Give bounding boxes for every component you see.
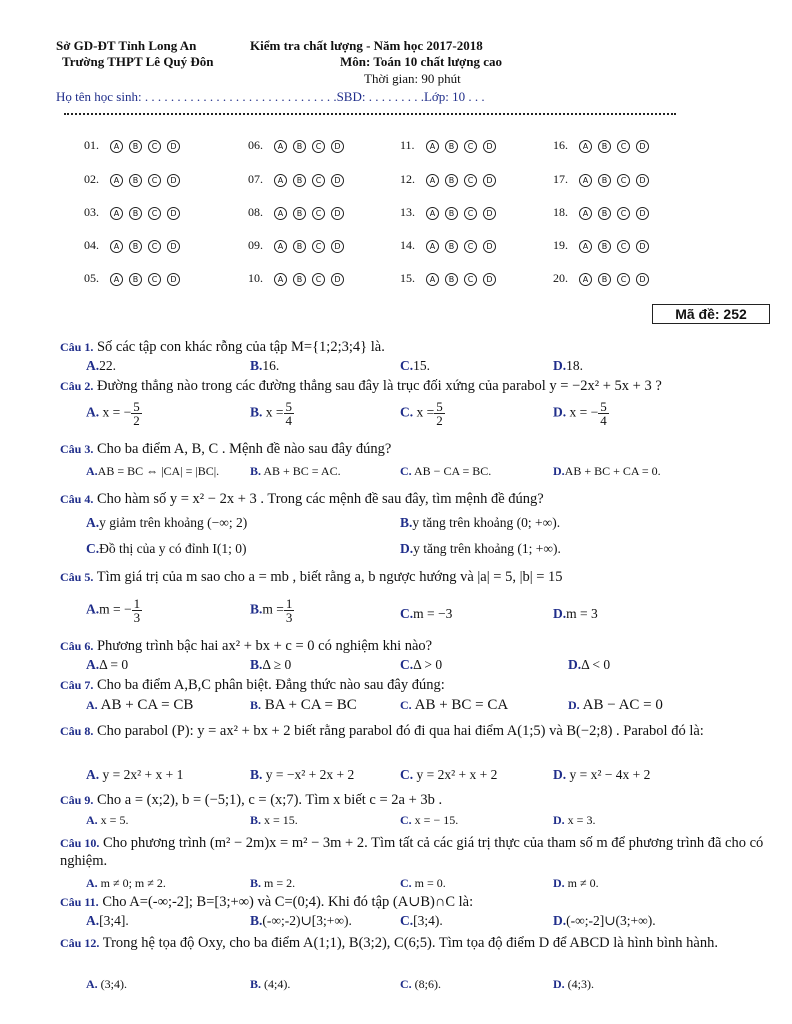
q3-option-a[interactable]: A.AB = BC ⇔ |CA| = |BC|. xyxy=(86,464,220,478)
header-divider xyxy=(64,113,676,115)
answer-bubble-d[interactable]: D xyxy=(636,240,649,253)
answer-bubble-a[interactable]: A xyxy=(426,240,439,253)
q10-option-b[interactable]: B. m = 2. xyxy=(250,876,296,890)
answer-bubble-a[interactable]: A xyxy=(579,273,592,286)
answer-bubble-a[interactable]: A xyxy=(579,174,592,187)
question-4: Câu 4. Cho hàm số y = x² − 2x + 3 . Trong các mệnh đề sau đây, tìm mệnh đề đúng? xyxy=(60,491,544,507)
student-info-line: Họ tên học sinh: . . . . . . . . . . . . . . . . . . . . . . . . . . . . . .SBD: . . . . . . . . .Lớp: 10 . . . xyxy=(56,89,485,104)
q8-option-c[interactable]: C. y = 2x² + x + 2 xyxy=(400,767,498,782)
answer-bubble-b[interactable]: B xyxy=(293,240,306,253)
answer-bubble-d[interactable]: D xyxy=(167,174,180,187)
answer-bubble-a[interactable]: A xyxy=(274,174,287,187)
q6-option-c[interactable]: C.Δ > 0 xyxy=(400,657,443,672)
answer-bubble-a[interactable]: A xyxy=(274,240,287,253)
question-2: Câu 2. Đường thẳng nào trong các đường thẳng sau đây là trục đối xứng của parabol y = −2x² + 5x + 3 ? xyxy=(60,378,662,394)
q4-option-d[interactable]: D.y tăng trên khoảng (1; +∞). xyxy=(400,541,561,556)
q8-option-a[interactable]: A. y = 2x² + x + 1 xyxy=(86,767,184,782)
answer-bubble-a[interactable]: A xyxy=(579,140,592,153)
answer-row xyxy=(400,238,502,253)
q12-option-d[interactable]: D. (4;3). xyxy=(553,977,594,991)
q6-option-d[interactable]: D.Δ < 0 xyxy=(568,657,611,672)
answer-bubble-a[interactable]: A xyxy=(426,207,439,220)
answer-bubble-c[interactable]: C xyxy=(148,240,161,253)
answer-row xyxy=(400,138,502,153)
answer-number: 14. xyxy=(400,238,415,252)
q5-option-c[interactable]: C.m = −3 xyxy=(400,606,453,621)
q12-option-a[interactable]: A. (3;4). xyxy=(86,977,127,991)
answer-row xyxy=(84,138,186,153)
answer-number: 01. xyxy=(84,138,99,152)
q10-option-c[interactable]: C. m = 0. xyxy=(400,876,446,890)
q2-option-b[interactable]: B. x = $\frac{5}{4}$ xyxy=(250,399,293,428)
q3-option-c[interactable]: C. AB − CA = BC. xyxy=(400,464,492,478)
q1-option-b[interactable]: B.16. xyxy=(250,358,280,373)
question-12: Câu 12. Trong hệ tọa độ Oxy, cho ba điểm A(1;1), B(3;2), C(6;5). Tìm tọa độ điểm D để ABCD là hình bình hành. xyxy=(60,935,718,951)
answer-bubble-c[interactable]: C xyxy=(617,174,630,187)
answer-bubble-a[interactable]: A xyxy=(110,240,123,253)
answer-bubble-c[interactable]: C xyxy=(464,207,477,220)
answer-bubble-a[interactable]: A xyxy=(426,140,439,153)
answer-row xyxy=(400,205,502,220)
question-7: Câu 7. Cho ba điểm A,B,C phân biệt. Đẳng thức nào sau đây đúng: xyxy=(60,677,445,693)
answer-bubble-b[interactable]: B xyxy=(598,240,611,253)
answer-bubble-a[interactable]: A xyxy=(426,273,439,286)
q9-option-c[interactable]: C. x = − 15. xyxy=(400,813,459,827)
q1-option-a[interactable]: A.22. xyxy=(86,358,116,373)
q5-option-d[interactable]: D.m = 3 xyxy=(553,606,598,621)
answer-bubble-c[interactable]: C xyxy=(312,174,325,187)
answer-bubble-d[interactable]: D xyxy=(167,207,180,220)
q5-option-a[interactable]: A.m = − $\frac{1}{3}$ xyxy=(86,596,141,625)
answer-bubble-d[interactable]: D xyxy=(636,140,649,153)
answer-bubble-a[interactable]: A xyxy=(579,240,592,253)
q12-option-b[interactable]: B. (4;4). xyxy=(250,977,291,991)
question-1 xyxy=(60,338,770,356)
answer-bubble-b[interactable]: B xyxy=(293,140,306,153)
answer-bubble-c[interactable]: C xyxy=(148,174,161,187)
question-9: Câu 9. Cho a = (x;2), b = (−5;1), c = (x;7). Tìm x biết c = 2a + 3b . xyxy=(60,792,443,808)
answer-number: 09. xyxy=(248,238,263,252)
answer-number: 06. xyxy=(248,138,263,152)
answer-number: 16. xyxy=(553,138,568,152)
q6-option-a[interactable]: A.Δ = 0 xyxy=(86,657,129,672)
q9-option-a[interactable]: A. x = 5. xyxy=(86,813,129,827)
answer-row xyxy=(84,271,186,286)
answer-bubble-b[interactable]: B xyxy=(129,174,142,187)
answer-bubble-b[interactable]: B xyxy=(598,174,611,187)
question-text: Số các tập con khác rỗng của tập M={1;2;3;4} là. xyxy=(96,339,385,355)
q4-option-c[interactable]: C.Đồ thị của y có đỉnh I(1; 0) xyxy=(86,541,247,556)
q3-option-d[interactable]: D.AB + BC + CA = 0. xyxy=(553,464,661,478)
answer-bubble-d[interactable]: D xyxy=(167,273,180,286)
q9-option-d[interactable]: D. x = 3. xyxy=(553,813,596,827)
q12-option-c[interactable]: C. (8;6). xyxy=(400,977,441,991)
answer-number: 13. xyxy=(400,205,415,219)
q2-option-c[interactable]: C. x = $\frac{5}{2}$ xyxy=(400,399,443,428)
answer-bubble-c[interactable]: C xyxy=(464,273,477,286)
q8-option-d[interactable]: D. y = x² − 4x + 2 xyxy=(553,767,651,782)
answer-bubble-c[interactable]: C xyxy=(617,273,630,286)
q1-option-c[interactable]: C.15. xyxy=(400,358,430,373)
answer-bubble-d[interactable]: D xyxy=(636,273,649,286)
answer-bubble-d[interactable]: D xyxy=(483,240,496,253)
answer-bubble-a[interactable]: A xyxy=(274,207,287,220)
answer-bubble-d[interactable]: D xyxy=(636,207,649,220)
answer-bubble-c[interactable]: C xyxy=(617,207,630,220)
answer-bubble-d[interactable]: D xyxy=(331,140,344,153)
answer-row xyxy=(84,238,186,253)
answer-number: 18. xyxy=(553,205,568,219)
answer-bubble-d[interactable]: D xyxy=(331,174,344,187)
answer-number: 20. xyxy=(553,271,568,285)
exam-title: Kiểm tra chất lượng - Năm học 2017-2018 xyxy=(250,38,483,53)
answer-bubble-d[interactable]: D xyxy=(483,207,496,220)
answer-row xyxy=(248,238,350,253)
answer-bubble-a[interactable]: A xyxy=(110,207,123,220)
school-name: Trường THPT Lê Quý Đôn xyxy=(62,54,214,69)
answer-number: 05. xyxy=(84,271,99,285)
answer-bubble-b[interactable]: B xyxy=(445,240,458,253)
answer-bubble-c[interactable]: C xyxy=(148,273,161,286)
answer-number: 04. xyxy=(84,238,99,252)
q4-option-b[interactable]: B.y tăng trên khoảng (0; +∞). xyxy=(400,515,561,530)
q10-option-d[interactable]: D. m ≠ 0. xyxy=(553,876,599,890)
answer-bubble-c[interactable]: C xyxy=(312,140,325,153)
subject-name: Môn: Toán 10 chất lượng cao xyxy=(340,54,502,69)
answer-bubble-b[interactable]: B xyxy=(129,240,142,253)
q7-option-b[interactable]: B. BA + CA = BC xyxy=(250,697,357,713)
question-8: Câu 8. Cho parabol (P): y = ax² + bx + 2 biết rằng parabol đó đi qua hai điểm A(1;5) và B(−2;8) . Parabol đó là: xyxy=(60,723,704,739)
answer-number: 11. xyxy=(400,138,415,152)
answer-row xyxy=(400,271,502,286)
answer-number: 12. xyxy=(400,172,415,186)
answer-row xyxy=(553,172,655,187)
answer-bubble-d[interactable]: D xyxy=(483,273,496,286)
answer-bubble-b[interactable]: B xyxy=(293,174,306,187)
q11-option-d[interactable]: D.(-∞;-2]∪(3;+∞). xyxy=(553,913,656,928)
answer-row xyxy=(400,172,502,187)
answer-number: 17. xyxy=(553,172,568,186)
answer-bubble-c[interactable]: C xyxy=(617,140,630,153)
answer-bubble-d[interactable]: D xyxy=(167,240,180,253)
answer-row xyxy=(553,271,655,286)
answer-bubble-c[interactable]: C xyxy=(148,207,161,220)
answer-bubble-d[interactable]: D xyxy=(331,207,344,220)
answer-bubble-b[interactable]: B xyxy=(598,140,611,153)
answer-bubble-c[interactable]: C xyxy=(312,207,325,220)
answer-row xyxy=(553,238,655,253)
answer-row xyxy=(84,205,186,220)
question-5: Câu 5. Tìm giá trị của m sao cho a = mb , biết rằng a, b ngược hướng và |a| = 5, |b| = 15 xyxy=(60,569,563,585)
q9-option-b[interactable]: B. x = 15. xyxy=(250,813,298,827)
answer-bubble-c[interactable]: C xyxy=(148,140,161,153)
answer-number: 07. xyxy=(248,172,263,186)
q11-option-b[interactable]: B.(-∞;-2)∪[3;+∞). xyxy=(250,913,352,928)
answer-bubble-b[interactable]: B xyxy=(293,273,306,286)
answer-bubble-c[interactable]: C xyxy=(464,240,477,253)
answer-bubble-b[interactable]: B xyxy=(445,140,458,153)
question-6: Câu 6. Phương trình bậc hai ax² + bx + c = 0 có nghiệm khi nào? xyxy=(60,638,433,654)
q4-option-a[interactable]: A.y giảm trên khoảng (−∞; 2) xyxy=(86,515,248,530)
question-label: Câu 1. xyxy=(60,340,94,354)
answer-bubble-d[interactable]: D xyxy=(167,140,180,153)
answer-bubble-d[interactable]: D xyxy=(331,240,344,253)
question-3: Câu 3. Cho ba điểm A, B, C . Mệnh đề nào sau đây đúng? xyxy=(60,441,392,457)
answer-bubble-c[interactable]: C xyxy=(464,174,477,187)
answer-bubble-c[interactable]: C xyxy=(312,240,325,253)
answer-number: 10. xyxy=(248,271,263,285)
answer-bubble-d[interactable]: D xyxy=(331,273,344,286)
answer-number: 03. xyxy=(84,205,99,219)
answer-bubble-d[interactable]: D xyxy=(483,174,496,187)
answer-bubble-b[interactable]: B xyxy=(293,207,306,220)
answer-bubble-a[interactable]: A xyxy=(579,207,592,220)
answer-bubble-a[interactable]: A xyxy=(110,273,123,286)
answer-bubble-a[interactable]: A xyxy=(274,273,287,286)
q10-option-a[interactable]: A. m ≠ 0; m ≠ 2. xyxy=(86,876,166,890)
q1-option-d[interactable]: D.18. xyxy=(553,358,583,373)
answer-row xyxy=(553,205,655,220)
q7-option-a[interactable]: A. AB + CA = CB xyxy=(86,697,194,713)
q7-option-c[interactable]: C. AB + BC = CA xyxy=(400,697,509,713)
q2-option-d[interactable]: D. x = − $\frac{5}{4}$ xyxy=(553,399,607,428)
answer-row xyxy=(248,205,350,220)
department-name: Sở GD-ĐT Tỉnh Long An xyxy=(56,38,197,53)
q6-option-b[interactable]: B.Δ ≥ 0 xyxy=(250,657,292,672)
answer-number: 19. xyxy=(553,238,568,252)
answer-number: 02. xyxy=(84,172,99,186)
answer-row xyxy=(84,172,186,187)
answer-bubble-b[interactable]: B xyxy=(598,273,611,286)
answer-bubble-c[interactable]: C xyxy=(617,240,630,253)
answer-bubble-d[interactable]: D xyxy=(483,140,496,153)
answer-row xyxy=(248,271,350,286)
answer-row xyxy=(553,138,655,153)
answer-bubble-b[interactable]: B xyxy=(129,140,142,153)
exam-duration: Thời gian: 90 phút xyxy=(364,71,461,86)
answer-bubble-a[interactable]: A xyxy=(110,140,123,153)
q3-option-b[interactable]: B. AB + BC = AC. xyxy=(250,464,341,478)
answer-bubble-a[interactable]: A xyxy=(274,140,287,153)
question-10: Câu 10. Cho phương trình (m² − 2m)x = m² − 3m + 2. Tìm tất cả các giá trị thực của tham số m để phương trình đã cho có nghiệm. xyxy=(60,835,764,869)
answer-bubble-b[interactable]: B xyxy=(129,207,142,220)
answer-bubble-b[interactable]: B xyxy=(598,207,611,220)
answer-bubble-b[interactable]: B xyxy=(129,273,142,286)
answer-bubble-a[interactable]: A xyxy=(110,174,123,187)
q11-option-a[interactable]: A.[3;4]. xyxy=(86,913,129,928)
question-11: Câu 11. Cho A=(-∞;-2]; B=[3;+∞) và C=(0;4). Khi đó tập (A∪B)∩C là: xyxy=(60,894,474,910)
q5-option-b[interactable]: B.m = $\frac{1}{3}$ xyxy=(250,596,293,625)
q7-option-d[interactable]: D. AB − AC = 0 xyxy=(568,697,663,713)
answer-bubble-a[interactable]: A xyxy=(426,174,439,187)
answer-bubble-c[interactable]: C xyxy=(312,273,325,286)
q2-option-a[interactable]: A. x = − $\frac{5}{2}$ xyxy=(86,399,140,428)
answer-row xyxy=(248,138,350,153)
answer-bubble-d[interactable]: D xyxy=(636,174,649,187)
answer-bubble-c[interactable]: C xyxy=(464,140,477,153)
answer-bubble-b[interactable]: B xyxy=(445,207,458,220)
answer-bubble-b[interactable]: B xyxy=(445,174,458,187)
exam-code-box: Mã đề: 252 xyxy=(652,304,770,324)
answer-bubble-b[interactable]: B xyxy=(445,273,458,286)
q8-option-b[interactable]: B. y = −x² + 2x + 2 xyxy=(250,767,355,782)
q11-option-c[interactable]: C.[3;4). xyxy=(400,913,443,928)
answer-row xyxy=(248,172,350,187)
answer-number: 08. xyxy=(248,205,263,219)
answer-number: 15. xyxy=(400,271,415,285)
